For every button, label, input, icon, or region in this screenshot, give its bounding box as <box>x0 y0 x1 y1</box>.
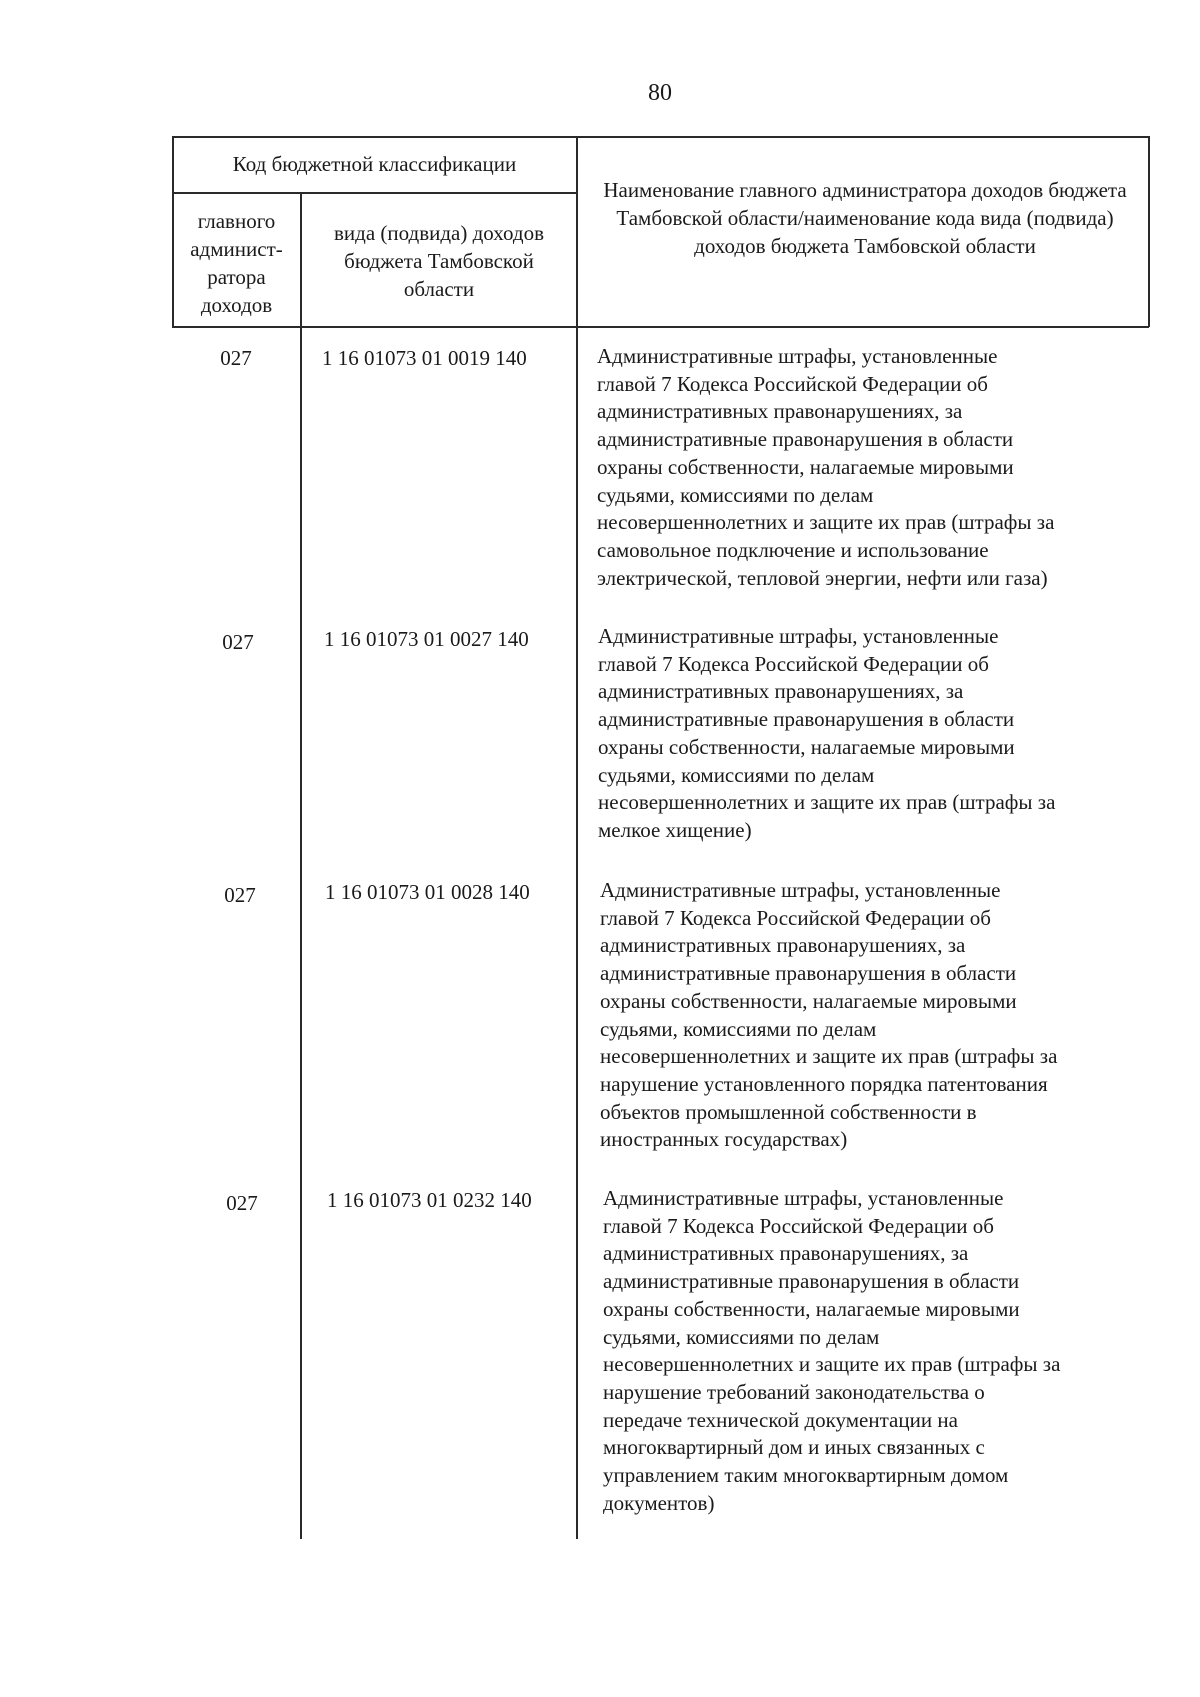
column-divider-1 <box>300 192 302 1539</box>
income-description: Административные штрафы, установленные главой 7 Кодекса Российской Федерации об административных правонарушениях, за административные правонарушения в области охраны собственности, налагаемые мировыми судьями, комиссиями по делам несовершеннолетних и защите их прав (штрафы за нарушение требований законодательства о передаче технической документации на многоквартирный дом и иных связанных с управлением таким многоквартирным домом документов) <box>603 1186 1061 1515</box>
income-code: 1 16 01073 01 0232 140 <box>327 1188 532 1212</box>
header-right-border <box>1148 136 1150 327</box>
header-subdivider <box>172 192 576 194</box>
admin-code: 027 <box>226 1191 258 1215</box>
income-code: 1 16 01073 01 0027 140 <box>324 627 529 651</box>
income-code: 1 16 01073 01 0028 140 <box>325 880 530 904</box>
header-bottom-border <box>172 326 1149 328</box>
header-col-admin: главного админист- ратора доходов <box>190 209 283 317</box>
income-code: 1 16 01073 01 0019 140 <box>322 346 527 370</box>
header-col-kind: вида (подвида) доходов бюджета Тамбовской области <box>334 221 544 301</box>
header-group-title: Код бюджетной классификации <box>232 152 517 176</box>
admin-code: 027 <box>220 346 252 370</box>
header-col-name: Наименование главного администратора доходов бюджета Тамбовской области/наименование кода вида (подвида) доходов бюджета Тамбовской области <box>603 178 1127 258</box>
page-number: 80 <box>648 80 672 106</box>
income-description: Административные штрафы, установленные главой 7 Кодекса Российской Федерации об административных правонарушениях, за административные правонарушения в области охраны собственности, налагаемые мировыми судьями, комиссиями по делам несовершеннолетних и защите их прав (штрафы за нарушение установленного порядка патентования объектов промышленной собственности в иностранных государствах) <box>600 878 1058 1152</box>
header-top-border <box>172 136 1149 138</box>
admin-code: 027 <box>222 630 254 654</box>
income-description: Административные штрафы, установленные главой 7 Кодекса Российской Федерации об административных правонарушениях, за административные правонарушения в области охраны собственности, налагаемые мировыми судьями, комиссиями по делам несовершеннолетних и защите их прав (штрафы за мелкое хищение) <box>598 624 1056 842</box>
column-divider-2 <box>576 136 578 1539</box>
income-description: Административные штрафы, установленные главой 7 Кодекса Российской Федерации об административных правонарушениях, за административные правонарушения в области охраны собственности, налагаемые мировыми судьями, комиссиями по делам несовершеннолетних и защите их прав (штрафы за самовольное подключение и использование электрической, тепловой энергии, нефти или газа) <box>597 344 1055 590</box>
admin-code: 027 <box>224 883 256 907</box>
